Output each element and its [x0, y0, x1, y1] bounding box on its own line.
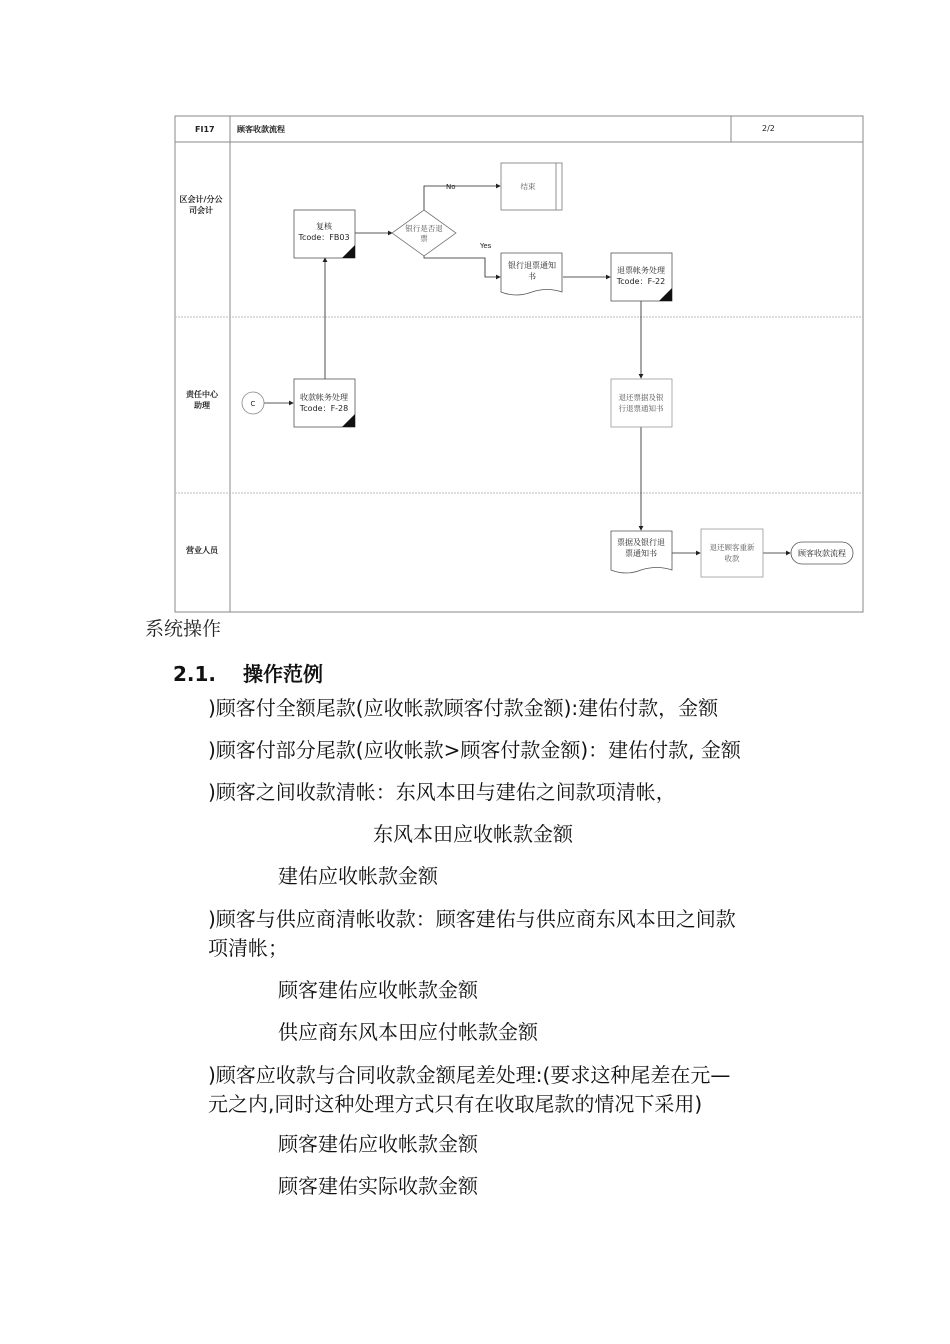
review-box-line1: 复核 — [316, 222, 332, 231]
docs-notice-document — [611, 531, 672, 573]
customer-flow-terminator — [791, 542, 853, 564]
section-label: 系统操作 — [145, 618, 222, 640]
receipt-process-box — [294, 379, 355, 427]
docs-notice-line1: 票据及银行退 — [617, 538, 665, 547]
connector-label: C — [250, 400, 256, 408]
example-line-3: )顾客之间收款清帐：东风本田与建佑之间款项清帐， — [208, 780, 676, 804]
flowchart — [0, 0, 950, 620]
lane-accounting-label: 区会计/分公 — [179, 195, 223, 204]
receipt-process-line2: Tcode：F-28 — [299, 404, 349, 413]
lane-assistant-label-2: 助理 — [194, 401, 210, 410]
connector-c — [242, 392, 264, 414]
example-line-5-sub-2: 顾客建佑实际收款金额 — [278, 1174, 478, 1198]
return-docs-line1: 退还票据及银 — [618, 393, 664, 402]
customer-flow-label: 顾客收款流程 — [798, 549, 846, 558]
return-customer-box — [701, 529, 763, 577]
lane-accounting-label-2: 司会计 — [189, 206, 213, 215]
refund-process-box — [611, 253, 672, 301]
yes-label: Yes — [480, 242, 492, 250]
example-line-4-sub-1: 顾客建佑应收帐款金额 — [278, 978, 478, 1002]
return-docs-line2: 行退票通知书 — [618, 404, 664, 413]
lane-sales-label: 营业人员 — [186, 546, 218, 555]
flowchart-code: FI17 — [195, 125, 215, 134]
example-line-5: )顾客应收款与合同收款金额尾差处理:(要求这种尾差在元— — [208, 1063, 731, 1087]
return-docs-box — [611, 379, 672, 427]
refund-process-line2: Tcode：F-22 — [616, 277, 666, 286]
lane-assistant-label: 责任中心 — [186, 390, 218, 399]
example-line-3-sub-2: 建佑应收帐款金额 — [278, 864, 438, 888]
bank-notice-document — [501, 253, 562, 295]
no-label: No — [446, 183, 456, 191]
receipt-process-line1: 收款帐务处理 — [300, 393, 348, 402]
end-box — [501, 163, 562, 210]
return-customer-line2: 收款 — [724, 554, 740, 563]
decision-line2: 票 — [420, 234, 428, 243]
end-box-label: 结束 — [520, 182, 536, 191]
example-line-4-cont: 项清帐； — [208, 936, 288, 960]
review-box — [294, 210, 355, 258]
example-line-3-sub-1: 东风本田应收帐款金额 — [373, 822, 573, 846]
example-line-5-cont: 元之内,同时这种处理方式只有在收取尾款的情况下采用) — [208, 1092, 703, 1116]
docs-notice-line2: 票通知书 — [625, 549, 657, 558]
flowchart-title: 顾客收款流程 — [237, 125, 285, 134]
example-line-5-sub-1: 顾客建佑应收帐款金额 — [278, 1132, 478, 1156]
heading-number: 2.1. — [173, 662, 217, 686]
refund-process-line1: 退票帐务处理 — [617, 266, 665, 275]
bank-notice-line2: 书 — [528, 272, 536, 281]
flowchart-page: 2/2 — [762, 124, 775, 133]
example-line-2: )顾客付部分尾款(应收帐款>顾客付款金额)：建佑付款, 金额 — [208, 738, 741, 762]
example-line-4: )顾客与供应商清帐收款：顾客建佑与供应商东风本田之间款 — [208, 907, 736, 931]
example-line-4-sub-2: 供应商东风本田应付帐款金额 — [278, 1020, 538, 1044]
decision-line1: 银行是否退 — [405, 224, 443, 233]
section-heading — [173, 658, 323, 687]
heading-title: 操作范例 — [243, 662, 323, 686]
return-customer-line1: 退还顾客重新 — [709, 543, 755, 552]
bank-notice-line1: 银行退票通知 — [508, 261, 556, 270]
review-box-line2: Tcode：FB03 — [298, 233, 350, 242]
example-line-1: )顾客付全额尾款(应收帐款顾客付款金额):建佑付款，金额 — [208, 696, 719, 720]
